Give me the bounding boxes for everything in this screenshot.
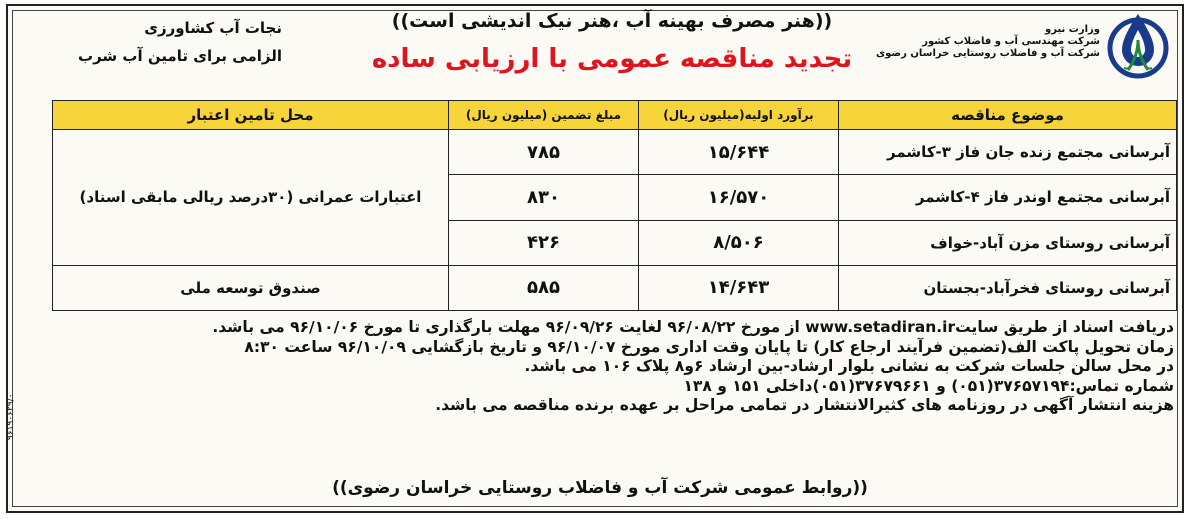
note-venue-address: در محل سالن جلسات شرکت به نشانی بلوار ارشاد-بین ارشاد ۶و۸ پلاک ۱۰۶ می باشد. [524, 357, 1174, 376]
row-estimate: ۱۴/۶۴۳ [639, 265, 839, 310]
side-slogan-2: الزامی برای تامین آب شرب [78, 47, 282, 65]
row-estimate: ۸/۵۰۶ [639, 220, 839, 265]
row-subject: آبرسانی مجتمع زنده جان فاز ۳-کاشمر [839, 130, 1177, 175]
row-estimate: ۱۵/۶۴۴ [639, 130, 839, 175]
header-funding: محل تامین اعتبار [53, 101, 449, 130]
row-guarantee: ۴۲۶ [449, 220, 639, 265]
table-row [53, 265, 1177, 310]
note-publication-cost: هزینه انتشار آگهی در روزنامه های کثیرالانتشار در تمامی مراحل بر عهده برنده مناقصه می باشد. [435, 396, 1174, 415]
side-reference-code: ۹۶۱۹۰۶۲۹/۰ [6, 393, 16, 440]
header-guarantee: مبلغ تضمین (میلیون ریال) [449, 101, 639, 130]
public-relations-signature: ((روابط عمومی شرکت آب و فاضلاب روستایی خراسان رضوی)) [332, 478, 868, 498]
row-guarantee: ۸۳۰ [449, 175, 639, 220]
headline-title: تجدید مناقصه عمومی با ارزیابی ساده [371, 44, 853, 74]
organization-name [876, 24, 1100, 60]
table-row [53, 130, 1177, 175]
note-contact-phone: شماره تماس:۳۷۶۵۷۱۹۴(۰۵۱) و ۳۷۶۷۹۶۶۱(۰۵۱)داخلی ۱۵۱ و ۱۳۸ [683, 376, 1174, 395]
row-guarantee: ۷۸۵ [449, 130, 639, 175]
side-slogan-1: نجات آب کشاورزی [144, 19, 282, 37]
org-line-engineering: شرکت مهندسی آب و فاضلاب کشور [922, 36, 1100, 47]
funding-national-fund: صندوق توسعه ملی [53, 265, 449, 310]
row-subject: آبرسانی روستای فخرآباد-بجستان [839, 265, 1177, 310]
row-subject: آبرسانی مجتمع اوندر فاز ۴-کاشمر [839, 175, 1177, 220]
note-document-download: دریافت اسناد از طریق سایتwww.setadiran.ir از مورخ ۹۶/۰۸/۲۲ لغایت ۹۶/۰۹/۲۶ مهلت بارگذاری تا مورخ ۹۶/۱۰/۰۶ می باشد. [212, 318, 1174, 336]
slogan-text: ((هنر مصرف بهینه آب ،هنر نیک اندیشی است)) [391, 10, 833, 32]
org-line-ministry: وزارت نیرو [1045, 24, 1100, 35]
row-guarantee: ۵۸۵ [449, 265, 639, 310]
header-estimate: برآورد اولیه(میلیون ریال) [639, 101, 839, 130]
side-slogans [22, 14, 282, 70]
org-line-company: شرکت آب و فاضلاب روستایی خراسان رضوی [876, 48, 1100, 59]
funding-civil-credits: اعتبارات عمرانی (۳۰درصد ریالی مابقی اسناد) [53, 130, 449, 266]
tender-table [52, 100, 1177, 311]
table-header-row [53, 101, 1177, 130]
organization-logo-block [873, 6, 1178, 86]
header-subject: موضوع مناقصه [839, 101, 1177, 130]
water-drop-wheat-icon [1106, 8, 1170, 82]
row-subject: آبرسانی روستای مزن آباد-خواف [839, 220, 1177, 265]
row-estimate: ۱۶/۵۷۰ [639, 175, 839, 220]
note-envelope-delivery: زمان تحویل پاکت الف(تضمین فرآیند ارجاع کار) تا پایان وقت اداری مورخ ۹۶/۱۰/۰۷ و تاریخ بازگشایی ۹۶/۱۰/۰۹ ساعت ۸:۳۰ [244, 337, 1174, 356]
tender-notes [44, 318, 1174, 416]
